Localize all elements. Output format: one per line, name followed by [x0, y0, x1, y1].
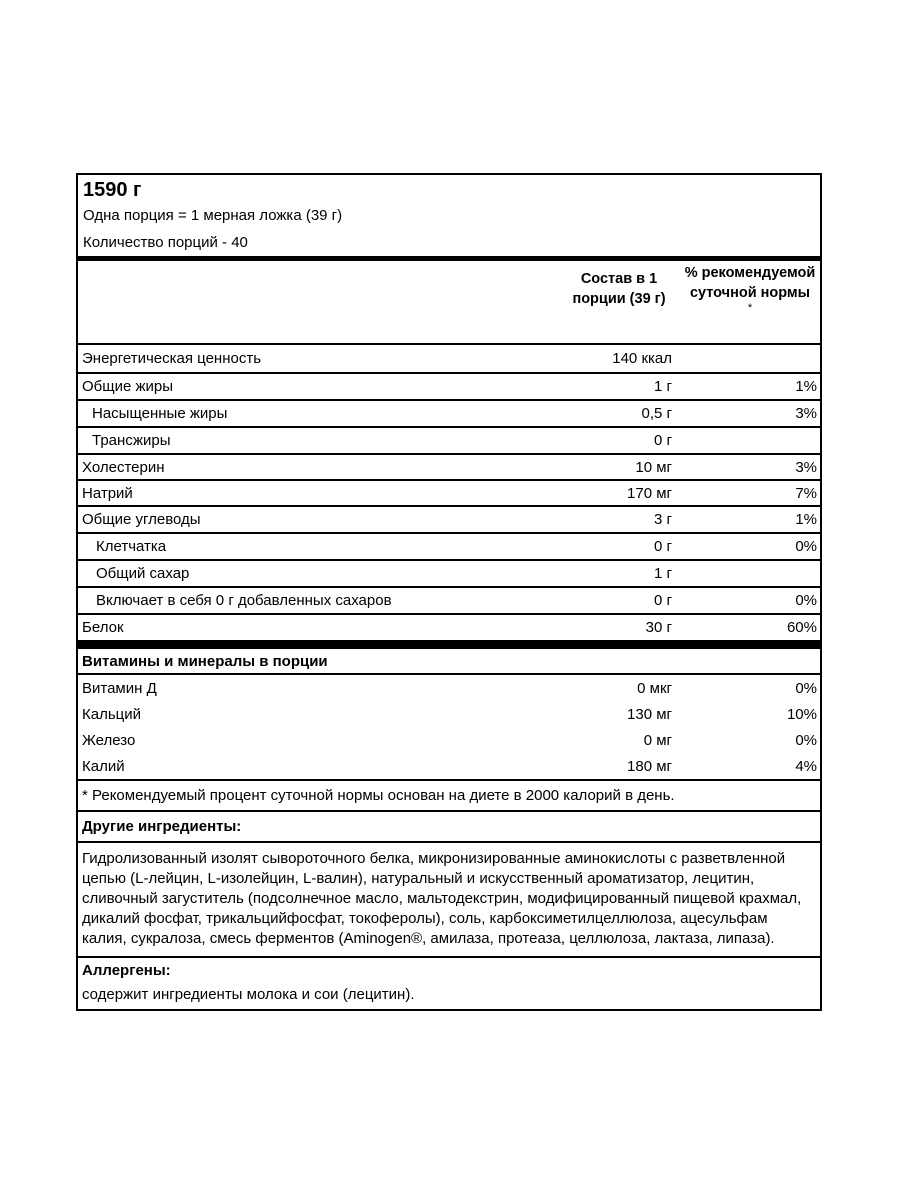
label-header [78, 175, 820, 256]
net-weight: 1590 г [83, 179, 142, 201]
vitamin-dv: 0% [795, 679, 817, 697]
vitamin-amount: 0 мкг [637, 679, 672, 697]
nutrient-name: Общий сахар [96, 565, 190, 582]
nutrient-name: Натрий [82, 484, 133, 502]
nutrient-name: Общие жиры [82, 378, 174, 395]
nutrient-dv: 1% [795, 378, 817, 395]
vitamin-row [78, 753, 820, 781]
nutrient-name: Энергетическая ценность [82, 350, 262, 367]
nutrient-name: Включает в себя 0 г добавленных сахаров [96, 592, 392, 609]
vitamin-name: Кальций [82, 705, 141, 723]
nutrient-row [78, 345, 820, 374]
nutrient-row [78, 588, 820, 615]
vitamin-amount: 130 мг [627, 705, 672, 723]
vitamin-row [78, 675, 820, 701]
vitamin-dv: 4% [795, 757, 817, 775]
nutrient-amount: 1 г [654, 378, 672, 395]
nutrient-row [78, 374, 820, 401]
vitamin-name: Калий [82, 757, 125, 775]
nutrient-dv: 60% [786, 619, 817, 636]
vitamin-name: Витамин Д [82, 679, 157, 697]
nutrient-row [78, 401, 820, 428]
vitamin-name: Железо [82, 731, 136, 749]
nutrient-name: Холестерин [82, 458, 165, 476]
nutrient-dv: 7% [795, 484, 817, 502]
vitamin-amount: 0 мг [643, 731, 672, 749]
nutrient-row [78, 428, 820, 455]
vitamin-amount: 180 мг [627, 757, 672, 775]
nutrient-amount: 30 г [645, 619, 672, 636]
nutrient-dv: 1% [795, 511, 817, 528]
nutrient-dv: 3% [795, 405, 817, 422]
other-ingredients-title: Другие ингредиенты: [78, 812, 820, 843]
nutrient-name: Насыщенные жиры [92, 405, 228, 422]
nutrient-row [78, 507, 820, 534]
vitamin-row [78, 701, 820, 727]
col-dv-header [680, 261, 820, 343]
serving-size: Одна порция = 1 мерная ложка (39 г) [83, 207, 343, 224]
nutrition-label [76, 173, 822, 1011]
nutrient-name: Клетчатка [96, 538, 167, 555]
nutrient-amount: 0 г [654, 432, 672, 449]
column-header [78, 261, 820, 345]
allergens-text: содержит ингредиенты молока и сои (лецитин). [82, 986, 415, 1003]
col-dv-star: * [747, 302, 753, 314]
nutrient-amount: 170 мг [627, 484, 672, 502]
nutrient-row [78, 561, 820, 588]
nutrient-amount: 0,5 г [641, 405, 672, 422]
nutrient-row [78, 455, 820, 481]
nutrient-row [78, 534, 820, 561]
col-dv-text: % рекомендуемой суточной нормы [684, 265, 816, 301]
vitamin-dv: 0% [795, 731, 817, 749]
nutrient-dv: 3% [795, 458, 817, 476]
nutrient-row [78, 481, 820, 507]
col-amount-header: Состав в 1 порции (39 г) [572, 271, 666, 307]
allergens-title: Аллергены: [82, 962, 171, 979]
nutrient-row [78, 615, 820, 640]
nutrient-amount: 0 г [654, 538, 672, 555]
nutrient-amount: 3 г [654, 511, 672, 528]
thick-divider [78, 640, 820, 649]
vitamins-title: Витамины и минералы в порции [78, 649, 820, 675]
nutrient-amount: 140 ккал [612, 350, 672, 367]
nutrient-name: Трансжиры [92, 432, 171, 449]
nutrient-amount: 0 г [654, 592, 672, 609]
nutrient-amount: 10 мг [635, 458, 672, 476]
nutrient-dv: 0% [795, 538, 817, 555]
servings-count: Количество порций - 40 [83, 234, 248, 251]
other-ingredients-text: Гидролизованный изолят сывороточного белка, микронизированные аминокислоты с разветвленной цепью (L-лейцин, L-изолейцин, L-валин), натуральный и искусственный ароматизатор, лецитин, сливочный загуститель (подсолнечное масло, мальтодекстрин, модифицированный пищевой крахмал, дикалий фосфат, трикальцийфосфат, токоферолы), соль, карбоксиметилцеллюлоза, ацесульфам калия, сукралоза, смесь ферментов (Aminogen®, амилаза, протеаза, целлюлоза, лактаза, липаза). [78, 843, 820, 958]
nutrient-dv: 0% [795, 592, 817, 609]
footnote: * Рекомендуемый процент суточной нормы основан на диете в 2000 калорий в день. [78, 781, 820, 812]
vitamin-dv: 10% [786, 705, 817, 723]
nutrient-name: Общие углеводы [82, 511, 201, 528]
nutrient-amount: 1 г [654, 565, 672, 582]
nutrient-name: Белок [82, 619, 124, 636]
vitamin-row [78, 727, 820, 753]
